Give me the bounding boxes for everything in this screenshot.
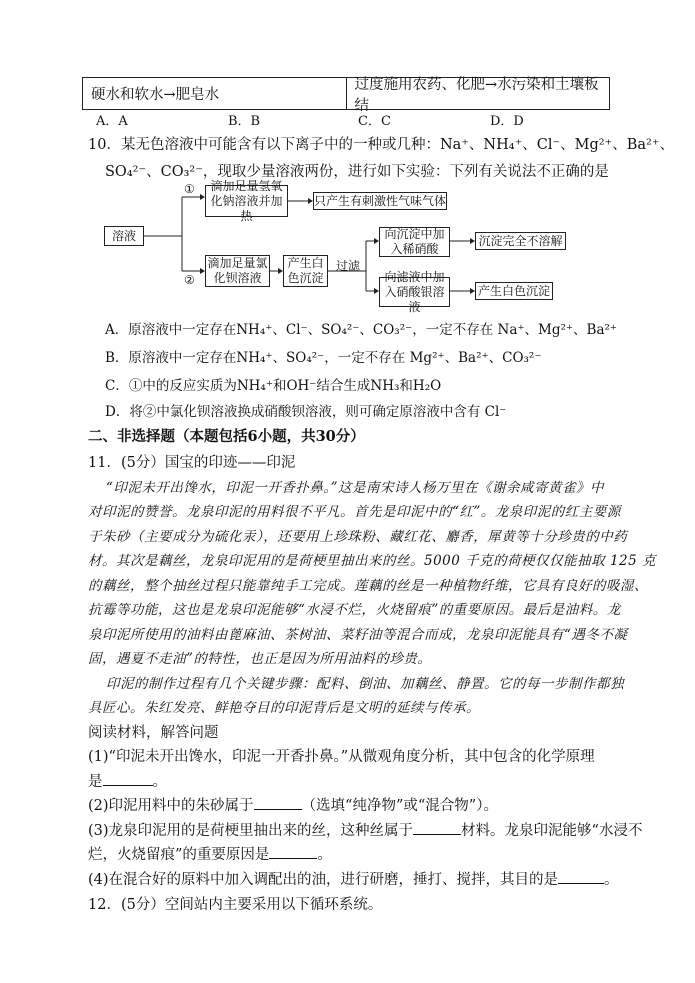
q11-sub1-end: 。 <box>152 774 167 790</box>
q10-option-a: A．原溶液中一定存在NH₄⁺、Cl⁻、SO₄²⁻、CO₃²⁻，一定不存在 Na⁺、Mg²⁺、Ba²⁺ <box>105 322 618 338</box>
q11-sub2-suffix: （选填“纯净物”或“混合物”）。 <box>301 798 498 814</box>
passage-line: 抗霉等功能，这也是龙泉印泥能够“水浸不烂，火烧留痕”的重要原因。最后是油料。龙 <box>88 602 621 618</box>
flow-box-insoluble-result: 沉淀完全不溶解 <box>475 232 566 250</box>
q9-option-b: B．B <box>228 114 261 129</box>
answer-table-row <box>82 76 610 114</box>
answer-blank-1[interactable] <box>103 772 153 786</box>
q9-option-c: C．C <box>358 114 391 129</box>
flow-box-white-precipitate: 产生白色沉淀 <box>283 255 328 287</box>
q10-option-b: B．原溶液中一定存在NH₄⁺、SO₄²⁻，一定不存在 Mg²⁺、Ba²⁺、CO₃²⁻ <box>105 350 542 366</box>
table-cell-left: 硬水和软水→肥皂水 <box>91 87 220 103</box>
flow-box-add-nitric-acid: 向沉淀中加入稀硝酸 <box>379 227 450 257</box>
q9-option-d: D．D <box>490 114 524 129</box>
flow-box-bacl2: 滴加足量氯化钡溶液 <box>205 255 270 287</box>
answer-blank-2[interactable] <box>254 796 302 810</box>
answer-blank-5[interactable] <box>558 870 604 884</box>
passage-line: 印泥的制作过程有几个关键步骤：配料、倒油、加藕丝、静置。它的每一步制作都独 <box>106 676 624 692</box>
passage-line: 对印泥的赞誉。龙泉印泥的用料很不平凡。首先是印泥中的“红”。龙泉印泥的红主要源 <box>88 504 621 520</box>
q10-flowchart <box>104 178 584 314</box>
answer-blank-4[interactable] <box>269 845 317 859</box>
q11-title: 11．(5分）国宝的印迹——印泥 <box>88 455 296 471</box>
section-2-heading: 二、非选择题（本题包括6小题，共30分） <box>88 428 365 445</box>
q9-option-a: A．A <box>96 114 128 129</box>
table-cell-right: 过度施用农药、化肥→水污染和土壤板结 <box>346 78 610 109</box>
q10-option-c: C．①中的反应实质为NH₄⁺和OH⁻结合生成NH₃和H₂O <box>105 378 442 394</box>
answer-blank-3[interactable] <box>413 821 461 835</box>
q11-sub4-prefix: (4)在混合好的原料中加入调配出的油，进行研磨，捶打、搅拌，其目的是 <box>88 872 559 888</box>
flow-box-naoh: 滴加足量氢氧化钠溶液并加热 <box>205 185 288 217</box>
q10-option-d: D．将②中氯化钡溶液换成硝酸钡溶液，则可确定原溶液中含有 Cl⁻ <box>105 404 507 420</box>
passage-line: 固，遇夏不走油”的特性，也正是因为所用油料的珍贵。 <box>88 651 432 667</box>
flow-box-white-precipitate-result: 产生白色沉淀 <box>475 282 553 300</box>
flow-step1-marker: ① <box>184 182 195 196</box>
passage-line: 泉印泥所使用的油料由蓖麻油、茶树油、菜籽油等混合而成，龙泉印泥能具有“遇冬不凝 <box>88 627 628 643</box>
q11-sub2 <box>88 794 498 815</box>
q12-title: 12．(5分）空间站内主要采用以下循环系统。 <box>88 897 383 913</box>
passage-line: 具匠心。朱红发亮、鲜艳夺目的印泥背后是文明的延续与传承。 <box>88 700 480 716</box>
passage-line: 于朱砂（主要成分为硫化汞），还要用上珍珠粉、藏红花、麝香，犀黄等十分珍贵的中药 <box>88 529 628 545</box>
passage-line: 的藕丝，整个抽丝过程只能靠纯手工完成。莲藕的丝是一种植物纤维，它具有良好的吸湿、 <box>88 578 648 594</box>
q10-stem-line1: 10．某无色溶液中可能含有以下离子中的一种或几种：Na⁺、NH₄⁺、Cl⁻、Mg²⁺、Ba²⁺、 <box>88 137 674 153</box>
q11-sub3-end: 。 <box>317 847 332 863</box>
passage-line: “印泥未开出馋水，印泥一开香扑鼻。”这是南宋诗人杨万里在《谢余咸寄黄雀》中 <box>106 480 605 496</box>
q11-sub2-prefix: (2)印泥用料中的朱砂属于 <box>88 798 254 814</box>
q11-sub1-line2 <box>88 770 167 791</box>
q11-sub3-line1 <box>88 819 642 840</box>
passage-line: 材。其次是藕丝，龙泉印泥用的是荷梗里抽出来的丝。5000 千克的荷梗仅仅能抽取 125 克 <box>88 553 656 569</box>
flow-start-solution: 溶液 <box>104 226 144 246</box>
flow-step2-marker: ② <box>184 273 195 287</box>
flow-box-gas-result: 只产生有刺激性气味气体 <box>313 192 447 210</box>
q11-sub3-suffix: 烂，火烧留痕”的重要原因是 <box>88 847 270 863</box>
q11-sub4-end: 。 <box>604 872 619 888</box>
q11-sub3-prefix: (3)龙泉印泥用的是荷梗里抽出来的丝，这种丝属于 <box>88 823 414 839</box>
q11-sub1-prefix: 是 <box>88 774 103 790</box>
q11-reading-prompt: 阅读材料，解答问题 <box>88 725 219 741</box>
q11-sub3-middle: 材料。龙泉印泥能够“水浸不 <box>461 823 643 839</box>
q11-sub3-line2 <box>88 843 332 864</box>
q11-sub4 <box>88 868 619 889</box>
flow-filter-label: 过滤 <box>336 259 361 273</box>
q10-stem-line2: SO₄²⁻、CO₃²⁻，现取少量溶液两份，进行如下实验：下列有关说法不正确的是 <box>105 164 609 180</box>
flow-box-add-agno3: 向滤液中加入硝酸银溶液 <box>379 277 450 307</box>
q11-sub1-line1: (1)“印泥未开出馋水，印泥一开香扑鼻。”从微观角度分析，其中包含的化学原理 <box>88 749 595 765</box>
